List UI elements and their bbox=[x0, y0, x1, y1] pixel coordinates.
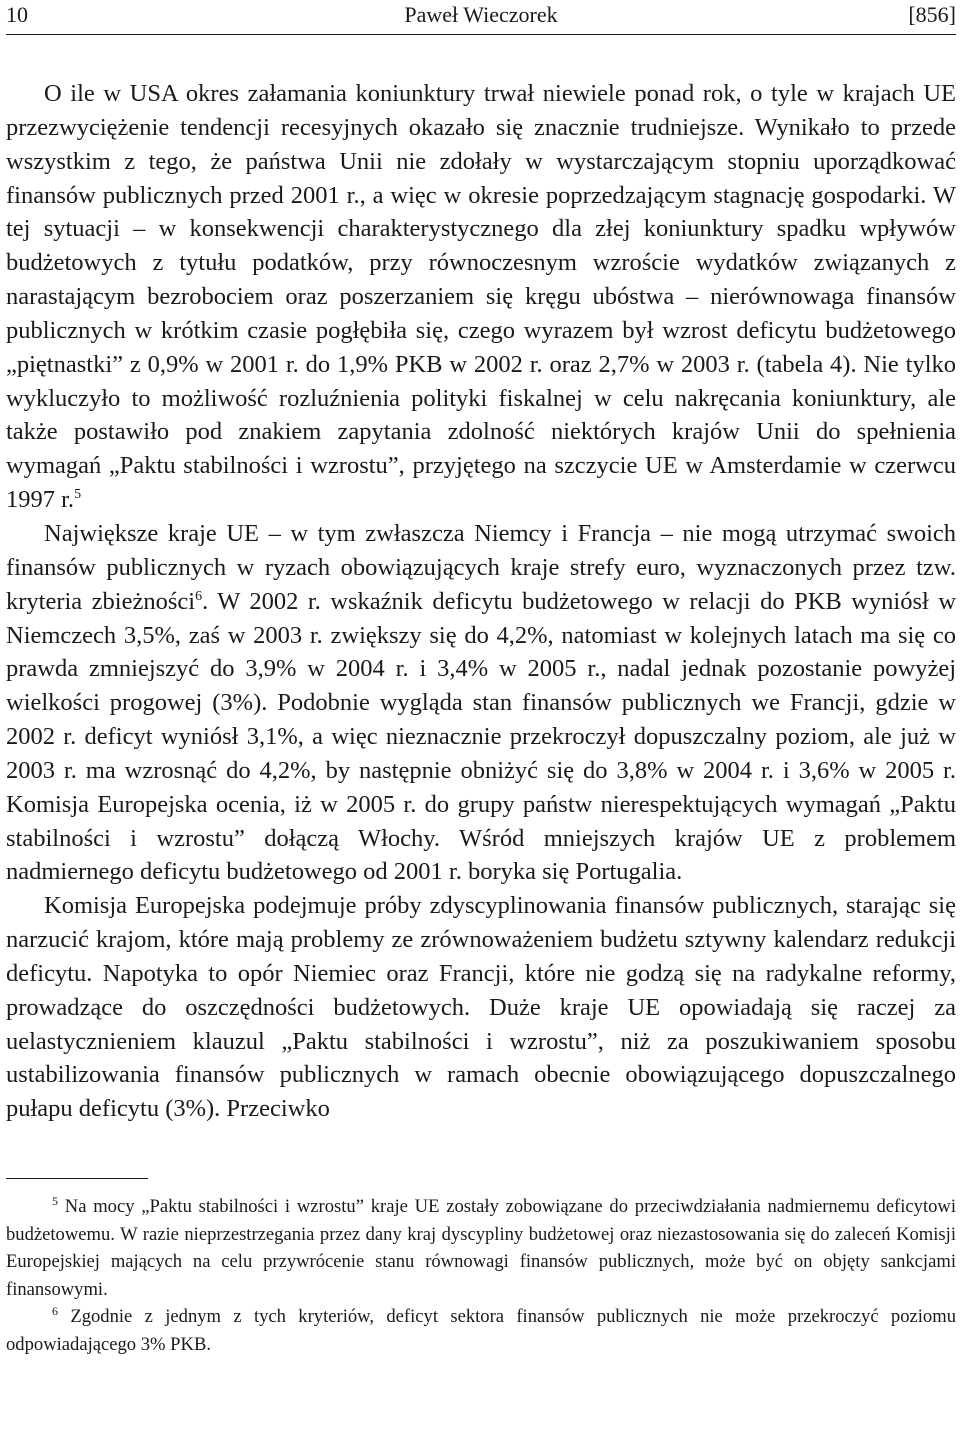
paragraph bbox=[6, 517, 956, 889]
footnote-mark: 5 bbox=[52, 1193, 58, 1208]
paragraph-text: . W 2002 r. wskaźnik deficytu budżetowego w relacji do PKB wyniósł w Niemczech 3,5%, zaś w 2003 r. zwiększy się do 4,2%, natomiast w kolejnych latach ma się co prawda zmniejszyć do 3,9% w 2004 r. i 3,4% w 2005 r., nadal jednak pozostanie powyżej wielkości progowej (3%). Podobnie wygląda stan finansów publicznych we Francji, gdzie w 2002 r. deficyt wyniósł 3,1%, a więc nieznacznie przekroczył dopuszczalny poziom, ale już w 2003 r. ma wzrosnąć do 4,2%, by następnie obniżyć się do 3,8% w 2004 r. i 3,6% w 2005 r. Komisja Europejska ocenia, iż w 2005 r. do grupy państw nierespektujących wymagań „Paktu stabilności i wzrostu” dołączą Włochy. Wśród mniejszych krajów UE z problemem nadmiernego deficytu budżetowego od 2001 r. boryka się Portugalia. bbox=[6, 587, 957, 886]
paragraph-text: Komisja Europejska podejmuje próby zdyscyplinowania finansów publicznych, starając się narzucić krajom, które mają problemy ze zrównoważeniem budżetu sztywny kalendarz redukcji deficytu. Napotyka to opór Niemiec oraz Francji, które nie godzą się na radykalne reformy, prowadzące do oszczędności budżetowych. Duże kraje UE opowiadają się raczej za uelastycznieniem klauzul „Paktu stabilności i wzrostu”, niż za poszukiwaniem sposobu ustabilizowania finansów publicznych w ramach obecnie obowiązującego dopuszczalnego pułapu deficytu (3%). Przeciwko bbox=[6, 892, 956, 1123]
body-text bbox=[6, 77, 956, 1126]
running-author: Paweł Wieczorek bbox=[404, 2, 558, 27]
original-page-number: [856] bbox=[908, 2, 956, 27]
paragraph bbox=[6, 77, 956, 517]
document-page bbox=[6, 0, 956, 1443]
footnote-text: Na mocy „Paktu stabilności i wzrostu” kraje UE zostały zobowiązane do przeciwdziałania nadmiernemu deficytowi budżetowemu. W razie nieprzestrzegania przez dany kraj dyscypliny budżetowej oraz niezastosowania się do zaleceń Komisji Europejskiej mających na celu przywrócenie stanu równowagi finansów publicznych, może być on objęty sankcjami finansowymi. bbox=[6, 1196, 956, 1300]
paragraph-text: Największe kraje UE – w tym zwłaszcza Niemcy i Francja – nie mogą utrzymać swoich finansów publicznych w ryzach obowiązujących kraje strefy euro, wyznaczonych przez tzw. kryteria zbieżności bbox=[6, 519, 956, 615]
running-header bbox=[6, 0, 956, 35]
footnote-separator bbox=[6, 1178, 148, 1179]
footnote-6 bbox=[6, 1303, 956, 1358]
footnote-mark: 6 bbox=[52, 1303, 58, 1318]
footnote-ref-5: 5 bbox=[74, 486, 82, 502]
footnote-5 bbox=[6, 1193, 956, 1303]
paragraph-text: O ile w USA okres załamania koniunktury trwał niewiele ponad rok, o tyle w krajach UE przezwyciężenie tendencji recesyjnych okazało się znacznie trudniejsze. Wynikało to przede wszystkim z tego, że państwa Unii nie zdołały w wystarczającym stopniu uporządkować finansów publicznych przed 2001 r., a więc w okresie poprzedzającym stagnację gospodarki. W tej sytuacji – w konsekwencji charakterystycznego dla złej koniunktury spadku wpływów budżetowych z tytułu podatków, przy równoczesnym wzroście wydatków związanych z narastającym bezrobociem oraz poszerzaniem się kręgu ubóstwa – nierównowaga finansów publicznych w krótkim czasie pogłębiła się, czego wyrazem był wzrost deficytu budżetowego „piętnastki” z 0,9% w 2001 r. do 1,9% PKB w 2002 r. oraz 2,7% w 2003 r. (tabela 4). Nie tylko wykluczyło to możliwość rozluźnienia polityki fiskalnej w celu nakręcania koniunktury, ale także postawiło pod znakiem zapytania zdolność niektórych krajów Unii do spełnienia wymagań „Paktu stabilności i wzrostu”, przyjętego na szczycie UE w Amsterdamie w czerwcu 1997 r. bbox=[6, 80, 956, 514]
paragraph bbox=[6, 889, 956, 1126]
footnote-text: Zgodnie z jednym z tych kryteriów, deficyt sektora finansów publicznych nie może przekroczyć poziomu odpowiadającego 3% PKB. bbox=[6, 1306, 956, 1355]
footnotes bbox=[6, 1193, 956, 1358]
page-number: 10 bbox=[6, 2, 28, 27]
footnote-ref-6: 6 bbox=[195, 588, 203, 604]
